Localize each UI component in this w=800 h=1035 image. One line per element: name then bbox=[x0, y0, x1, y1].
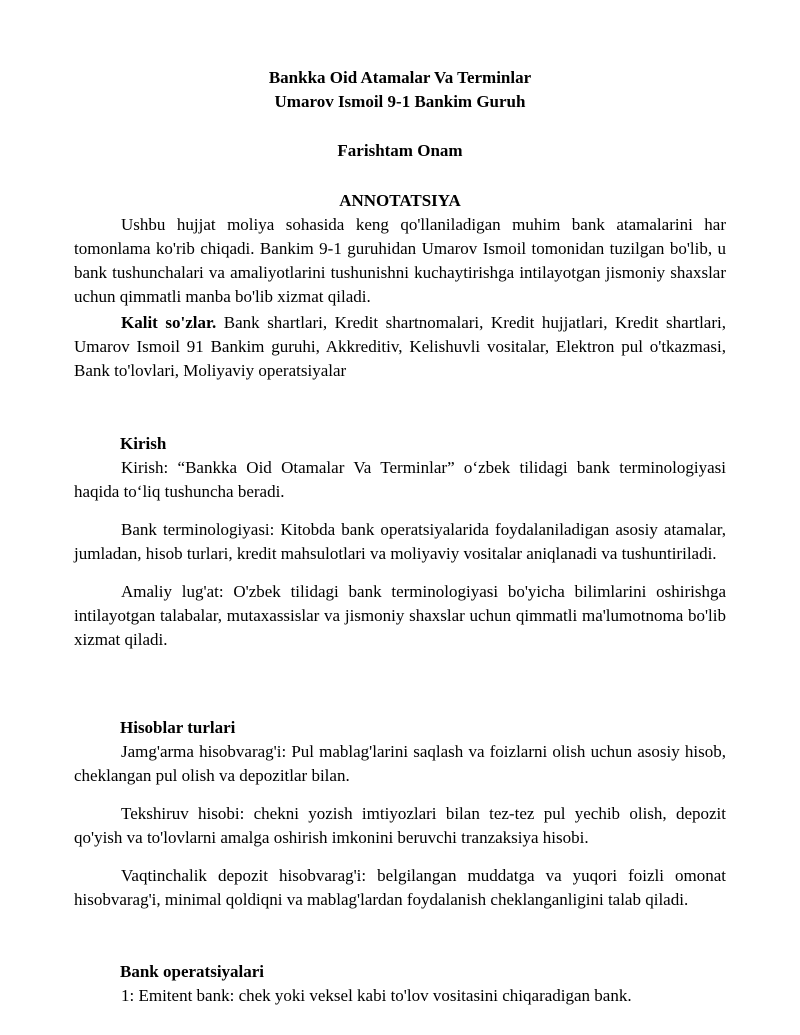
document-subtitle bbox=[74, 139, 726, 163]
accounts-paragraph-2: Tekshiruv hisobi: chekni yozish imtiyozlari bilan tez-tez pul yechib olish, depozit qo'yish va to'lovlarni amalga oshirish imkonini beruvchi tranzaksiya hisobi. bbox=[74, 804, 726, 847]
operations-paragraph-1: 1: Emitent bank: chek yoki veksel kabi to'lov vositasini chiqaradigan bank. bbox=[121, 986, 632, 1005]
subtitle-text: Farishtam Onam bbox=[337, 141, 463, 160]
keywords-label: Kalit so'zlar. bbox=[121, 313, 217, 332]
accounts-paragraph-1: Jamg'arma hisobvarag'i: Pul mablag'larini saqlash va foizlarni olish uchun asosiy hisob, cheklangan pul olish va depozitlar bilan. bbox=[74, 742, 726, 785]
intro-paragraph-3: Amaliy lug'at: O'zbek tilidagi bank terminologiyasi bo'yicha bilimlarini oshirishga intilayotgan talabalar, mutaxassislar va jismoniy shaxslar uchun qimmatli ma'lumotnoma bo'lib xizmat qiladi. bbox=[74, 582, 726, 649]
title-line-2: Umarov Ismoil 9-1 Bankim Guruh bbox=[274, 92, 526, 111]
annotation-heading: ANNOTATSIYA bbox=[339, 191, 461, 210]
operations-heading: Bank operatsiyalari bbox=[120, 962, 265, 981]
intro-paragraph-1: Kirish: “Bankka Oid Otamalar Va Terminlar” o‘zbek tilidagi bank terminologiyasi haqida to‘liq tushuncha beradi. bbox=[74, 458, 726, 501]
title-line-1: Bankka Oid Atamalar Va Terminlar bbox=[268, 68, 532, 87]
accounts-section bbox=[74, 716, 726, 912]
intro-paragraph-2: Bank terminologiyasi: Kitobda bank operatsiyalarida foydalaniladigan asosiy atamalar, jumladan, hisob turlari, kredit mahsulotlari va moliyaviy vositalar aniqlanadi va tushuntiriladi. bbox=[74, 520, 726, 563]
annotation-body: Ushbu hujjat moliya sohasida keng qo'llaniladigan muhim bank atamalarini har tomonlama ko'rib chiqadi. Bankim 9-1 guruhidan Umarov Ismoil tomonidan tuzilgan bo'lib, u bank tushunchalari va amaliyotlarini tushunishni kuchaytirishga intilayotgan jismoniy shaxslar uchun qimmatli manba bo'lib xizmat qiladi. bbox=[74, 215, 726, 306]
keywords-paragraph bbox=[74, 311, 726, 383]
annotation-section bbox=[74, 189, 726, 383]
operations-section bbox=[74, 960, 726, 1008]
intro-section bbox=[74, 432, 726, 652]
intro-heading: Kirish bbox=[120, 434, 167, 453]
document-title bbox=[74, 66, 726, 114]
accounts-paragraph-3: Vaqtinchalik depozit hisobvarag'i: belgilangan muddatga va yuqori foizli omonat hisobvarag'i, minimal qoldiqni va mablag'lardan foydalanish cheklanganligini talab qiladi. bbox=[74, 866, 726, 909]
accounts-heading: Hisoblar turlari bbox=[120, 718, 236, 737]
keywords-text: Bank shartlari, Kredit shartnomalari, Kredit hujjatlari, Kredit shartlari, Umarov Ismoil 91 Bankim guruhi, Akkreditiv, Kelishuvli vositalar, Elektron pul o'tkazmasi, Bank to'lovlari, Moliyaviy operatsiyalar bbox=[74, 313, 726, 380]
